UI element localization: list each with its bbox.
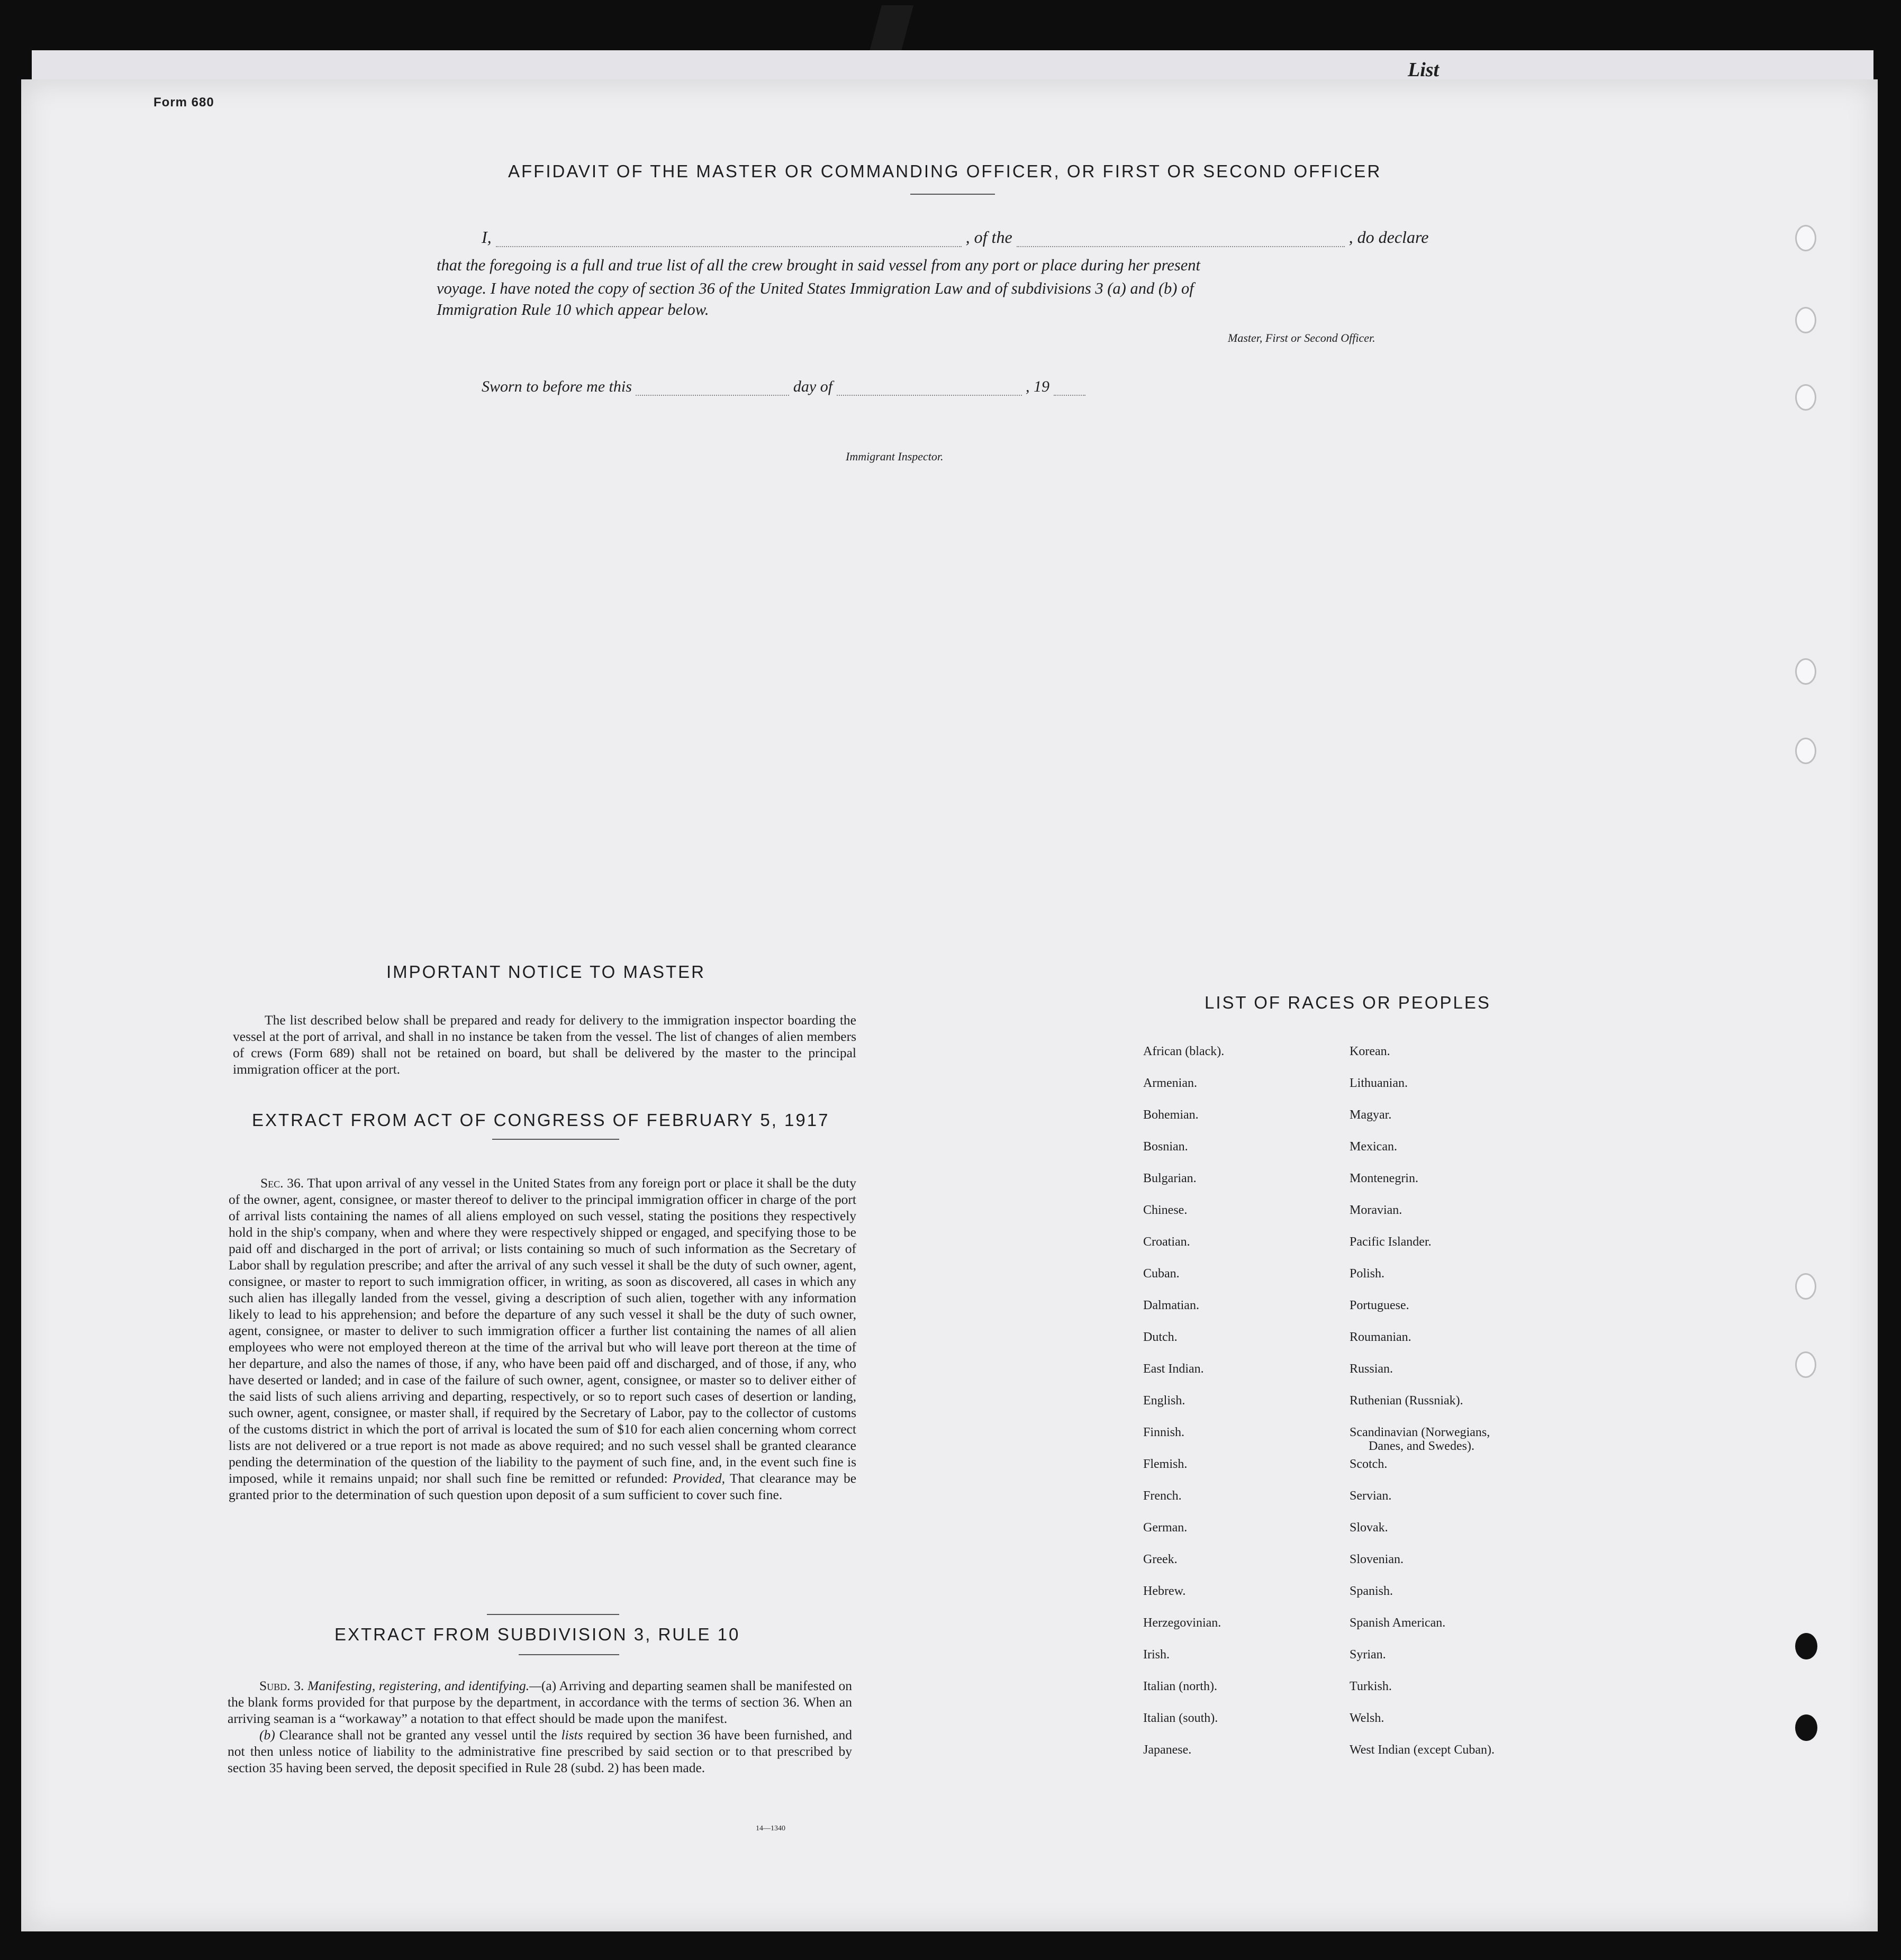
section-36-paragraph <box>229 1175 856 1503</box>
section-text: That upon arrival of any vessel in the United States from any foreign port or place it shall be the duty of the owner, agent, consignee, or master thereof to deliver to the principal immigration officer in charge of the port of arrival lists containing the names of all aliens employed on such vessel, stating the positions they respectively hold in the ship's company, when and where they were respectively shipped or engaged, and specifying those to be paid off and discharged in the port of arrival; or lists containing so much of such information as the Secretary of Labor shall by regulation prescribe; and after the arrival of any such vessel it shall be the duty of such owner, agent, consignee, or master to report to such immigration officer, in writing, as soon as discovered, all cases in which any such alien has illegally landed from the vessel, giving a description of such alien, together with any information likely to lead to his apprehension; and before the departure of any such vessel it shall be the duty of such owner, agent, consignee, or master to deliver to such immigration officer a further list containing the names of all alien employees who were not employed thereon at the time of the arrival but who will leave port thereon at the time of her departure, and also the names of those, if any, who have been paid off and discharged, and of those, if any, who have deserted or landed; and in case of the failure of such owner, agent, consignee, or master so to deliver either of the said lists of such aliens arriving and departing, respectively, or so to report such cases of desertion or landing, such owner, agent, consignee, or master shall, if required by the Secretary of Labor, pay to the collector of customs of the customs district in which the port of arrival is located the sum of $10 for each alien concerning whom correct lists are not delivered or a true report is not made as above required; and no such vessel shall be granted clearance pending the determination of the question of the liability to the payment of such fine, and, in the event such fine is imposed, while it remains unpaid; nor shall such fine be remitted or refunded: <box>229 1175 856 1486</box>
declaration-line-4: Immigration Rule 10 which appear below. <box>437 301 709 319</box>
para-b-label: (b) <box>259 1727 275 1743</box>
title-underline <box>910 194 995 195</box>
race-item: Dalmatian. <box>1143 1299 1199 1312</box>
para-a-text: Arriving and departing seamen shall be manifested on the blank forms provided for that purpose by the department, in accordance with the terms of section 36. When an arriving seaman is a “workaway” a notation to that effect should be made upon the manifest. <box>228 1678 852 1726</box>
race-item: Roumanian. <box>1350 1330 1411 1344</box>
race-item: Turkish. <box>1350 1680 1392 1693</box>
para-a-label: (a) <box>541 1678 557 1693</box>
inspector-label: Immigrant Inspector. <box>846 450 944 463</box>
race-item: Dutch. <box>1143 1330 1178 1344</box>
race-item: West Indian (except Cuban). <box>1350 1743 1495 1757</box>
declaration-line-2: that the foregoing is a full and true list of all the crew brought in said vessel from any port or place during her present <box>437 256 1201 274</box>
sworn-year-blank <box>1054 395 1085 396</box>
subd-heading: Manifesting, registering, and identifying.— <box>307 1678 541 1693</box>
race-item: Chinese. <box>1143 1203 1188 1217</box>
para-b-rest: required by section 36 have been furnished, and not then unless notice of liability to the administrative fine prescribed by said section or to that prescribed by section 35 having been served, the deposit specified in Rule 28 (subd. 2) has been made. <box>228 1727 853 1775</box>
list-mark: List <box>1408 59 1440 81</box>
race-item: Italian (north). <box>1143 1680 1217 1693</box>
race-item: Montenegrin. <box>1350 1172 1418 1185</box>
binder-hole <box>1795 307 1816 333</box>
race-item: Polish. <box>1350 1267 1385 1281</box>
act-end-rule <box>487 1614 619 1615</box>
document-page <box>21 79 1878 1931</box>
binder-hole-dark <box>1795 1714 1817 1741</box>
sworn-year: , 19 <box>1026 378 1050 395</box>
race-item: Pacific Islander. <box>1350 1235 1432 1249</box>
race-item: Mexican. <box>1350 1140 1397 1154</box>
race-item: Magyar. <box>1350 1108 1392 1122</box>
sworn-day-blank <box>636 395 789 396</box>
race-item: Servian. <box>1350 1489 1392 1503</box>
race-item: Greek. <box>1143 1553 1178 1566</box>
subd-label: Subd. 3. <box>259 1678 304 1693</box>
race-item: Armenian. <box>1143 1076 1197 1090</box>
sworn-prefix: Sworn to before me this <box>482 378 632 395</box>
subdivision-b-paragraph <box>228 1727 852 1776</box>
act-extract-text <box>229 1175 856 1503</box>
declaration-i: I, <box>482 228 492 247</box>
para-b-lists: lists <box>561 1727 583 1743</box>
race-item: Flemish. <box>1143 1457 1188 1471</box>
race-item: German. <box>1143 1521 1188 1535</box>
race-item: Korean. <box>1350 1045 1390 1058</box>
vessel-blank <box>1017 246 1345 247</box>
race-item: Scandinavian (Norwegians, <box>1350 1426 1490 1439</box>
race-item: Slovak. <box>1350 1521 1388 1535</box>
name-blank <box>496 246 962 247</box>
binder-hole <box>1795 738 1816 764</box>
declaration-do-declare: , do declare <box>1348 228 1429 247</box>
notice-paragraph: The list described below shall be prepared and ready for delivery to the immigration inspector boarding the vessel at the port of arrival, and shall in no instance be taken from the vessel. The list of changes of alien members of crews (Form 689) shall not be retained on board, but shall be delivered by the master to the principal immigration officer at the port. <box>233 1012 856 1077</box>
act-title-rule <box>492 1139 619 1140</box>
binder-hole <box>1795 225 1816 251</box>
race-item: Cuban. <box>1143 1267 1180 1281</box>
races-title: LIST OF RACES OR PEOPLES <box>1205 993 1491 1012</box>
race-item: African (black). <box>1143 1045 1225 1058</box>
binder-hole <box>1795 658 1816 685</box>
form-number: Form 680 <box>153 95 214 110</box>
race-item: English. <box>1143 1394 1185 1408</box>
race-item: Croatian. <box>1143 1235 1190 1249</box>
race-item: Danes, and Swedes). <box>1369 1439 1474 1453</box>
race-item: Hebrew. <box>1143 1584 1186 1598</box>
rule-extract-text <box>228 1677 852 1776</box>
sworn-line <box>482 378 1085 396</box>
rule-extract-title: EXTRACT FROM SUBDIVISION 3, RULE 10 <box>334 1625 740 1644</box>
race-item: French. <box>1143 1489 1182 1503</box>
race-item: East Indian. <box>1143 1362 1204 1376</box>
race-item: Portuguese. <box>1350 1299 1409 1312</box>
declaration-line-3: voyage. I have noted the copy of section 36 of the United States Immigration Law and of subdivisions 3 (a) and (b) of <box>437 279 1194 297</box>
affidavit-title: AFFIDAVIT OF THE MASTER OR COMMANDING OFFICER, OR FIRST OR SECOND OFFICER <box>508 161 1382 181</box>
binder-hole <box>1795 384 1816 411</box>
master-signature-label: Master, First or Second Officer. <box>1228 331 1375 344</box>
race-item: Japanese. <box>1143 1743 1192 1757</box>
para-b-start: Clearance shall not be granted any vessel until the <box>279 1727 557 1743</box>
sworn-day-of: day of <box>793 378 833 395</box>
race-item: Bosnian. <box>1143 1140 1188 1154</box>
proviso-word: Provided, <box>673 1471 726 1486</box>
race-item: Finnish. <box>1143 1426 1185 1439</box>
race-item: Welsh. <box>1350 1711 1384 1725</box>
binder-hole-dark <box>1795 1633 1817 1659</box>
race-item: Italian (south). <box>1143 1711 1218 1725</box>
sworn-month-blank <box>837 395 1022 396</box>
race-item: Moravian. <box>1350 1203 1402 1217</box>
proviso-text: That clearance may be granted prior to the determination of such question upon deposit of a sum sufficient to cover such fine. <box>229 1471 857 1502</box>
act-extract-title: EXTRACT FROM ACT OF CONGRESS OF FEBRUARY 5, 1917 <box>252 1110 830 1130</box>
race-item: Bulgarian. <box>1143 1172 1197 1185</box>
rule-title-rule <box>519 1654 619 1655</box>
race-item: Scotch. <box>1350 1457 1388 1471</box>
declaration-line-1 <box>482 228 1428 247</box>
race-item: Syrian. <box>1350 1648 1386 1662</box>
race-item: Slovenian. <box>1350 1553 1404 1566</box>
section-label: Sec. 36. <box>260 1175 304 1191</box>
notice-text <box>233 1012 856 1077</box>
race-item: Irish. <box>1143 1648 1170 1662</box>
notice-title: IMPORTANT NOTICE TO MASTER <box>386 962 706 982</box>
race-item: Spanish. <box>1350 1584 1393 1598</box>
binder-hole <box>1795 1273 1816 1300</box>
race-item: Lithuanian. <box>1350 1076 1408 1090</box>
binder-hole <box>1795 1351 1816 1378</box>
race-item: Ruthenian (Russniak). <box>1350 1394 1463 1408</box>
race-item: Spanish American. <box>1350 1616 1446 1630</box>
race-item: Bohemian. <box>1143 1108 1199 1122</box>
race-item: Russian. <box>1350 1362 1393 1376</box>
race-item: Herzegovinian. <box>1143 1616 1221 1630</box>
subdivision-a-paragraph <box>228 1677 852 1727</box>
declaration-of-the: , of the <box>965 228 1012 247</box>
footer-code: 14—1340 <box>756 1825 785 1832</box>
